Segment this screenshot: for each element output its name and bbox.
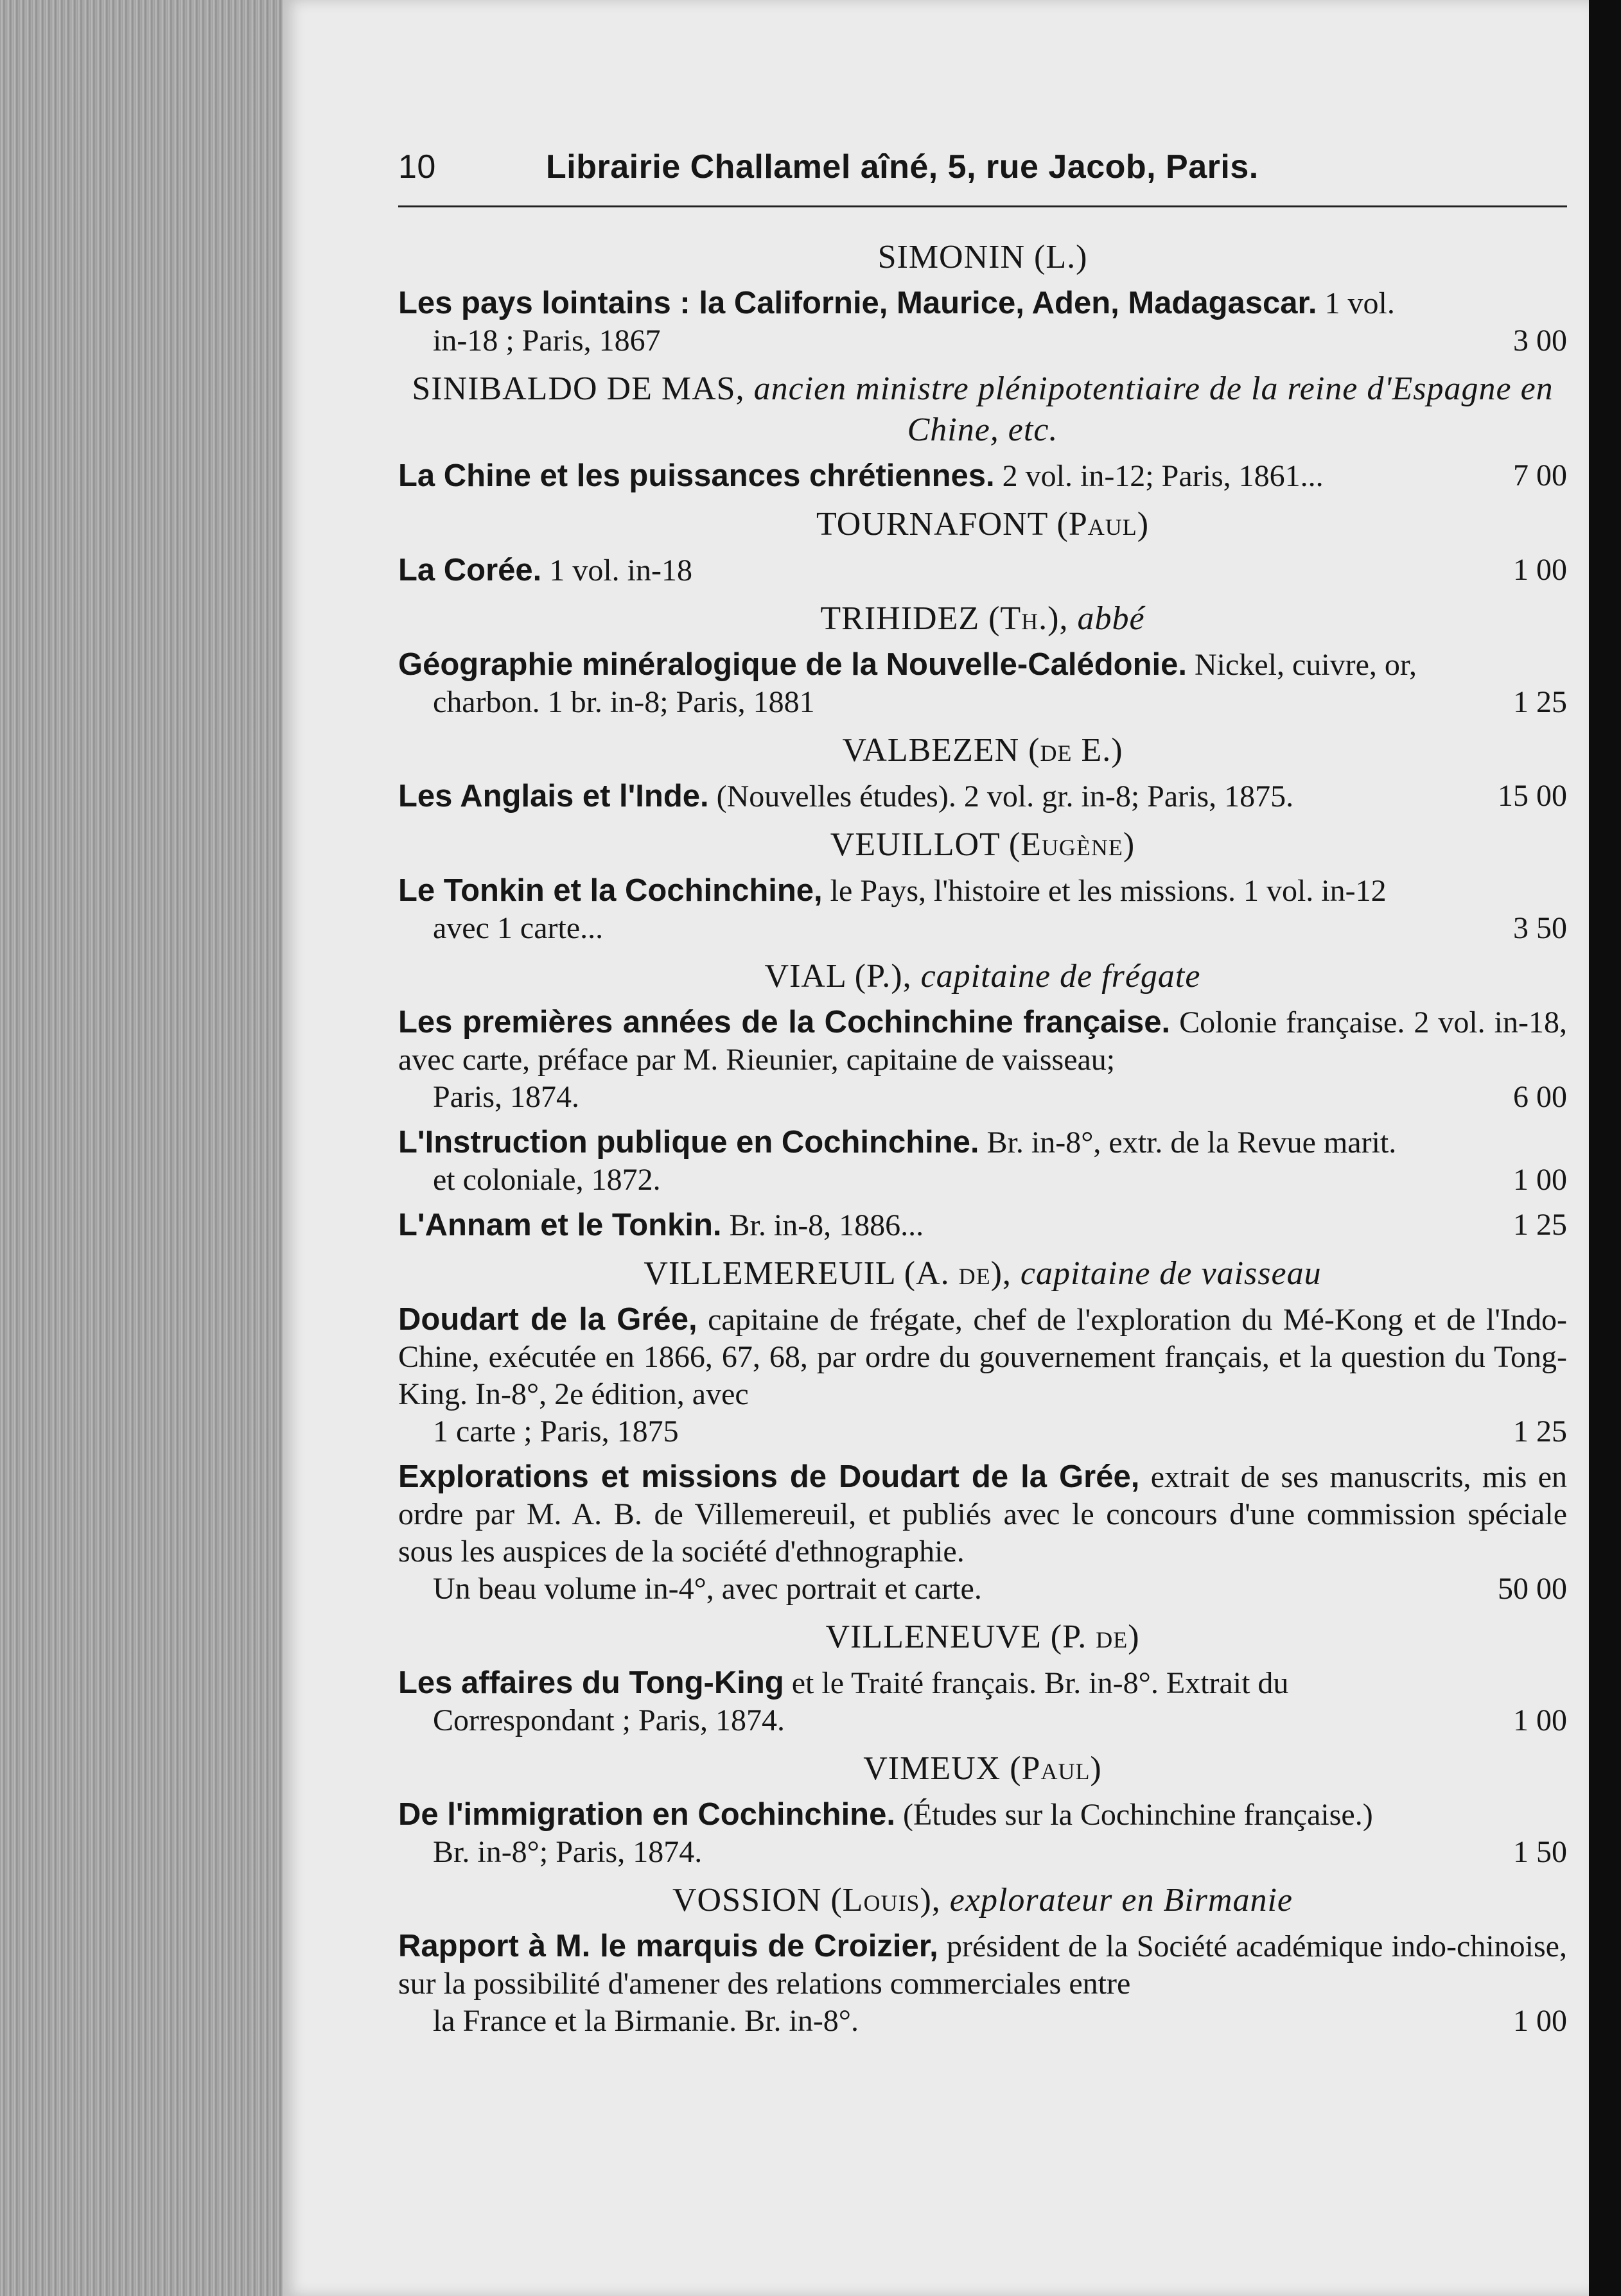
entry-description: le Pays, l'histoire et les missions. 1 vol. in-12 [830, 874, 1387, 908]
entry-tail-text: avec 1 carte... [433, 911, 604, 945]
entry-title: Les Anglais et l'Inde. [398, 779, 709, 813]
entry-title: L'Instruction publique en Cochinchine. [398, 1125, 979, 1160]
catalog-entry [398, 778, 1567, 815]
author-heading [398, 1880, 1567, 1921]
running-head [398, 148, 1567, 207]
entry-title: La Chine et les puissances chrétiennes. [398, 458, 995, 493]
author-heading [398, 1253, 1567, 1294]
entry-description: 1 vol. in-18 [549, 553, 692, 587]
entry-title: Les pays lointains : la Californie, Maurice, Aden, Madagascar. [398, 286, 1317, 320]
author-name: VILLENEUVE (P. de) [825, 1619, 1140, 1655]
author-role: explorateur en Birmanie [949, 1882, 1293, 1918]
catalog-entry [398, 284, 1567, 360]
author-name: VALBEZEN (de E.) [842, 732, 1123, 769]
author-name: VOSSION (Louis), [672, 1882, 941, 1918]
entry-description: (Nouvelles études). 2 vol. gr. in-8; Paris, 1875. [716, 779, 1294, 813]
entry-description: et le Traité français. Br. in-8°. Extrait du [791, 1666, 1289, 1700]
author-heading [398, 598, 1567, 639]
entry-price: 1 25 [1513, 1208, 1567, 1242]
catalog-entry [398, 872, 1567, 947]
author-heading [398, 1617, 1567, 1658]
publisher-line: Librairie Challamel aîné, 5, rue Jacob, Paris. [546, 148, 1259, 186]
entry-tail-text: 1 carte ; Paris, 1875 [433, 1414, 679, 1448]
author-name: TRIHIDEZ (Th.), [820, 600, 1069, 637]
entry-description: 2 vol. in-12; Paris, 1861... [1002, 459, 1324, 493]
entry-title: De l'immigration en Cochinchine. [398, 1797, 895, 1832]
entry-continuation [398, 1161, 1567, 1199]
entry-title: Doudart de la Grée, [398, 1302, 697, 1337]
catalog-entry [398, 1927, 1567, 2040]
entry-price: 1 00 [1513, 553, 1567, 587]
catalog-body [398, 237, 1567, 2040]
entry-price: 1 50 [1513, 1835, 1567, 1869]
author-heading [398, 369, 1567, 451]
author-role: capitaine de vaisseau [1020, 1255, 1322, 1292]
author-name: VEUILLOT (Eugène) [830, 826, 1135, 863]
entry-price: 3 00 [1513, 324, 1567, 358]
author-role: capitaine de frégate [920, 958, 1201, 995]
page-number: 10 [398, 148, 436, 186]
entry-price: 7 00 [1513, 458, 1567, 492]
author-name: VIMEUX (Paul) [863, 1750, 1102, 1787]
entry-continuation [398, 2003, 1567, 2040]
entry-description: Nickel, cuivre, or, [1195, 648, 1417, 682]
entry-tail-text: et coloniale, 1872. [433, 1163, 661, 1197]
entry-continuation [398, 322, 1567, 360]
author-role: abbé [1077, 600, 1145, 637]
entry-tail-text: la France et la Birmanie. Br. in-8°. [433, 2004, 859, 2038]
author-role: ancien ministre plénipotentiaire de la reine d'Espagne en Chine, etc. [753, 370, 1554, 448]
author-heading [398, 1748, 1567, 1789]
entry-continuation [398, 684, 1567, 721]
entry-price: 1 25 [1513, 1414, 1567, 1448]
author-name: VILLEMEREUIL (A. de), [644, 1255, 1012, 1292]
entry-title: Les affaires du Tong-King [398, 1665, 784, 1700]
entry-tail-text: Br. in-8°; Paris, 1874. [433, 1835, 703, 1869]
author-name: VIAL (P.), [764, 958, 912, 995]
entry-price: 1 25 [1513, 685, 1567, 719]
entry-title: Les premières années de la Cochinchine française. [398, 1005, 1171, 1039]
author-heading [398, 956, 1567, 997]
entry-title: L'Annam et le Tonkin. [398, 1208, 722, 1242]
page-edge-strip [0, 0, 283, 2296]
entry-price: 6 00 [1513, 1080, 1567, 1114]
entry-price: 1 00 [1513, 2004, 1567, 2038]
entry-title: Rapport à M. le marquis de Croizier, [398, 1929, 938, 1963]
catalog-entry [398, 457, 1567, 495]
author-heading [398, 730, 1567, 771]
entry-title: Le Tonkin et la Cochinchine, [398, 873, 823, 908]
entry-continuation [398, 1702, 1567, 1739]
catalog-entry [398, 1664, 1567, 1739]
entry-tail-text: charbon. 1 br. in-8; Paris, 1881 [433, 685, 815, 719]
entry-description: président de la Société académique indo-chinoise, sur la possibilité d'amener des relations commerciales entre [398, 1929, 1567, 2001]
catalog-entry [398, 552, 1567, 589]
entry-continuation [398, 1079, 1567, 1116]
paper-sheet [283, 0, 1589, 2296]
catalog-entry [398, 1301, 1567, 1450]
entry-price: 50 00 [1498, 1572, 1567, 1606]
entry-price: 15 00 [1498, 779, 1567, 813]
entry-description: capitaine de frégate, chef de l'exploration du Mé-Kong et de l'Indo-Chine, exécutée en 1866, 67, 68, par ordre du gouvernement français, et la question du Tong-King. In-8°, 2e édition, avec [398, 1303, 1567, 1411]
entry-price: 3 50 [1513, 911, 1567, 945]
catalog-entry [398, 646, 1567, 721]
entry-price: 1 00 [1513, 1163, 1567, 1197]
author-heading [398, 504, 1567, 545]
catalog-entry [398, 1124, 1567, 1199]
entry-description: 1 vol. [1324, 286, 1395, 320]
entry-tail-text: Un beau volume in-4°, avec portrait et carte. [433, 1572, 982, 1606]
author-heading [398, 824, 1567, 865]
entry-description: (Études sur la Cochinchine française.) [902, 1798, 1373, 1832]
entry-description: Colonie française. 2 vol. in-18, avec carte, préface par M. Rieunier, capitaine de vaisseau; [398, 1005, 1567, 1077]
entry-title: La Corée. [398, 553, 542, 587]
entry-tail-text: Correspondant ; Paris, 1874. [433, 1703, 785, 1737]
entry-description: Br. in-8°, extr. de la Revue marit. [986, 1126, 1397, 1160]
catalog-entry [398, 1796, 1567, 1871]
author-heading [398, 237, 1567, 278]
entry-continuation [398, 1834, 1567, 1871]
entry-price: 1 00 [1513, 1703, 1567, 1737]
catalog-entry [398, 1458, 1567, 1608]
entry-title: Explorations et missions de Doudart de la Grée, [398, 1459, 1140, 1494]
entry-tail-text: in-18 ; Paris, 1867 [433, 324, 661, 358]
entry-continuation [398, 910, 1567, 947]
entry-description: Br. in-8, 1886... [729, 1208, 924, 1242]
author-name: TOURNAFONT (Paul) [816, 506, 1150, 543]
entry-title: Géographie minéralogique de la Nouvelle-Calédonie. [398, 647, 1187, 682]
author-name: SIMONIN (L.) [877, 239, 1088, 275]
catalog-entry [398, 1004, 1567, 1116]
entry-description: extrait de ses manuscrits, mis en ordre par M. A. B. de Villemereuil, et publiés avec le concours d'une commission spéciale sous les auspices de la société d'ethnographie. [398, 1460, 1568, 1569]
entry-continuation [398, 1413, 1567, 1450]
scan-border [1589, 0, 1621, 2296]
entry-continuation [398, 1570, 1567, 1608]
catalog-entry [398, 1206, 1567, 1244]
entry-tail-text: Paris, 1874. [433, 1080, 579, 1114]
author-name: SINIBALDO DE MAS, [412, 370, 745, 407]
catalog-page [398, 148, 1567, 2048]
